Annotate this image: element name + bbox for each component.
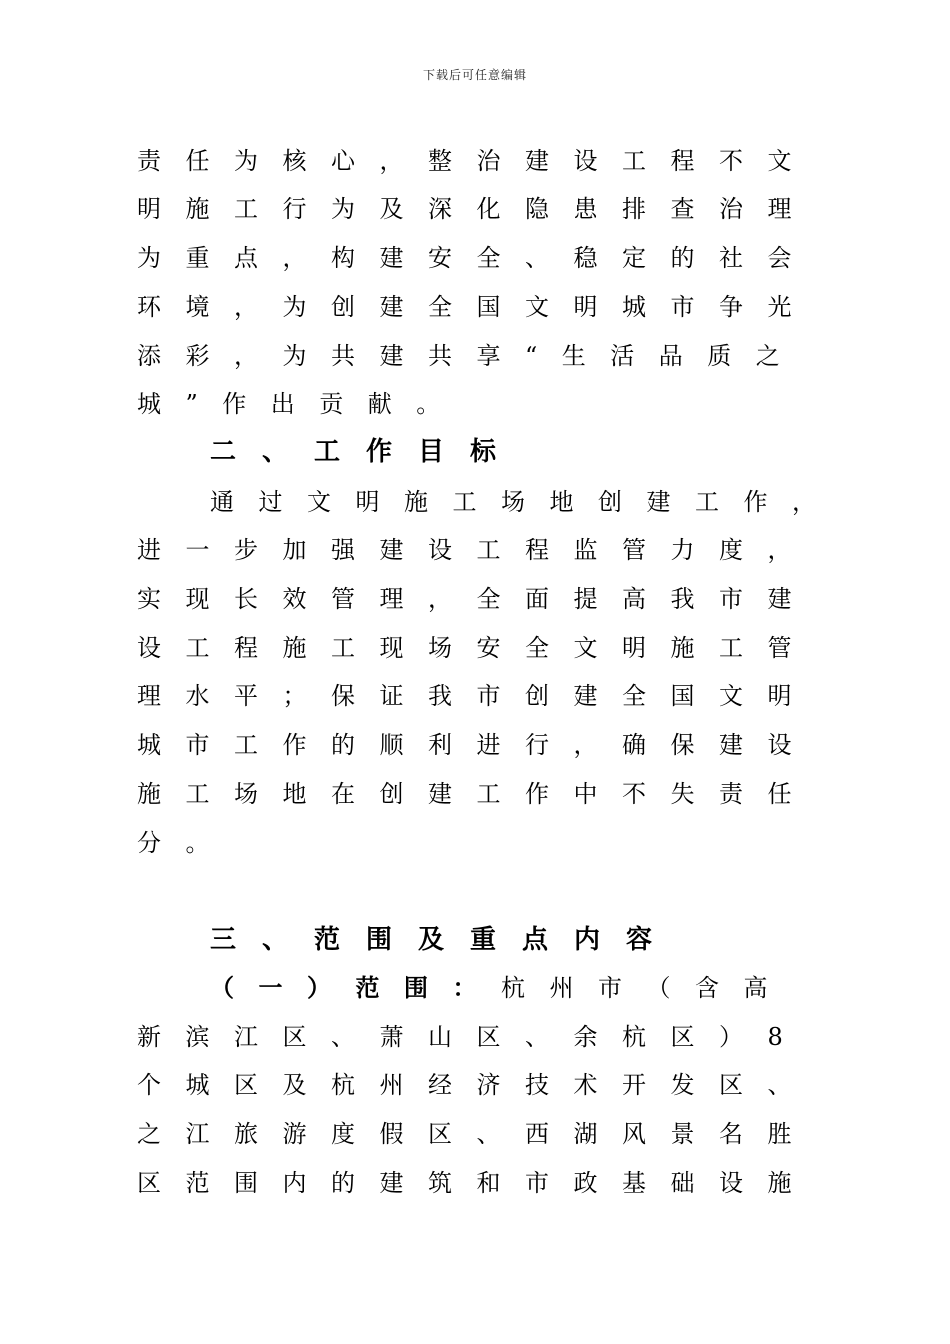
body-line: 明施工行为及深化隐患排查治理 (137, 195, 816, 223)
body-line: 环境，为创建全国文明城市争光 (137, 293, 816, 321)
section-heading-scope: 三、范围及重点内容 (210, 925, 679, 955)
body-line: 通过文明施工场地创建工作， (210, 488, 841, 516)
body-line: 城市工作的顺利进行，确保建设 (137, 731, 816, 759)
scope-line (210, 964, 850, 1012)
scope-text: 杭州市（含高 (501, 974, 792, 1002)
body-line: 实现长效管理，全面提高我市建 (137, 585, 816, 613)
body-line: 理水平；保证我市创建全国文明 (137, 682, 816, 710)
body-line: 为重点，构建安全、稳定的社会 (137, 244, 816, 272)
body-line: 之江旅游度假区、西湖风景名胜 (137, 1120, 816, 1148)
body-line: 城”作出贡献。 (137, 390, 465, 418)
body-line: 分。 (137, 829, 234, 857)
body-line: 新滨江区、萧山区、余杭区）8 (137, 1023, 808, 1051)
body-line: 添彩，为共建共享“生活品质之 (137, 342, 805, 370)
section-heading-goals: 二、工作目标 (210, 437, 523, 467)
body-line: 个城区及杭州经济技术开发区、 (137, 1071, 816, 1099)
body-line: 责任为核心，整治建设工程不文 (137, 147, 816, 175)
body-line: 施工场地在创建工作中不失责任 (137, 780, 816, 808)
header-note: 下载后可任意编辑 (422, 68, 527, 82)
body-line: 设工程施工现场安全文明施工管 (137, 634, 816, 662)
body-line: 进一步加强建设工程监管力度， (137, 536, 816, 564)
scope-label: （一）范围： (210, 974, 501, 1002)
body-line: 区范围内的建筑和市政基础设施 (137, 1169, 816, 1197)
